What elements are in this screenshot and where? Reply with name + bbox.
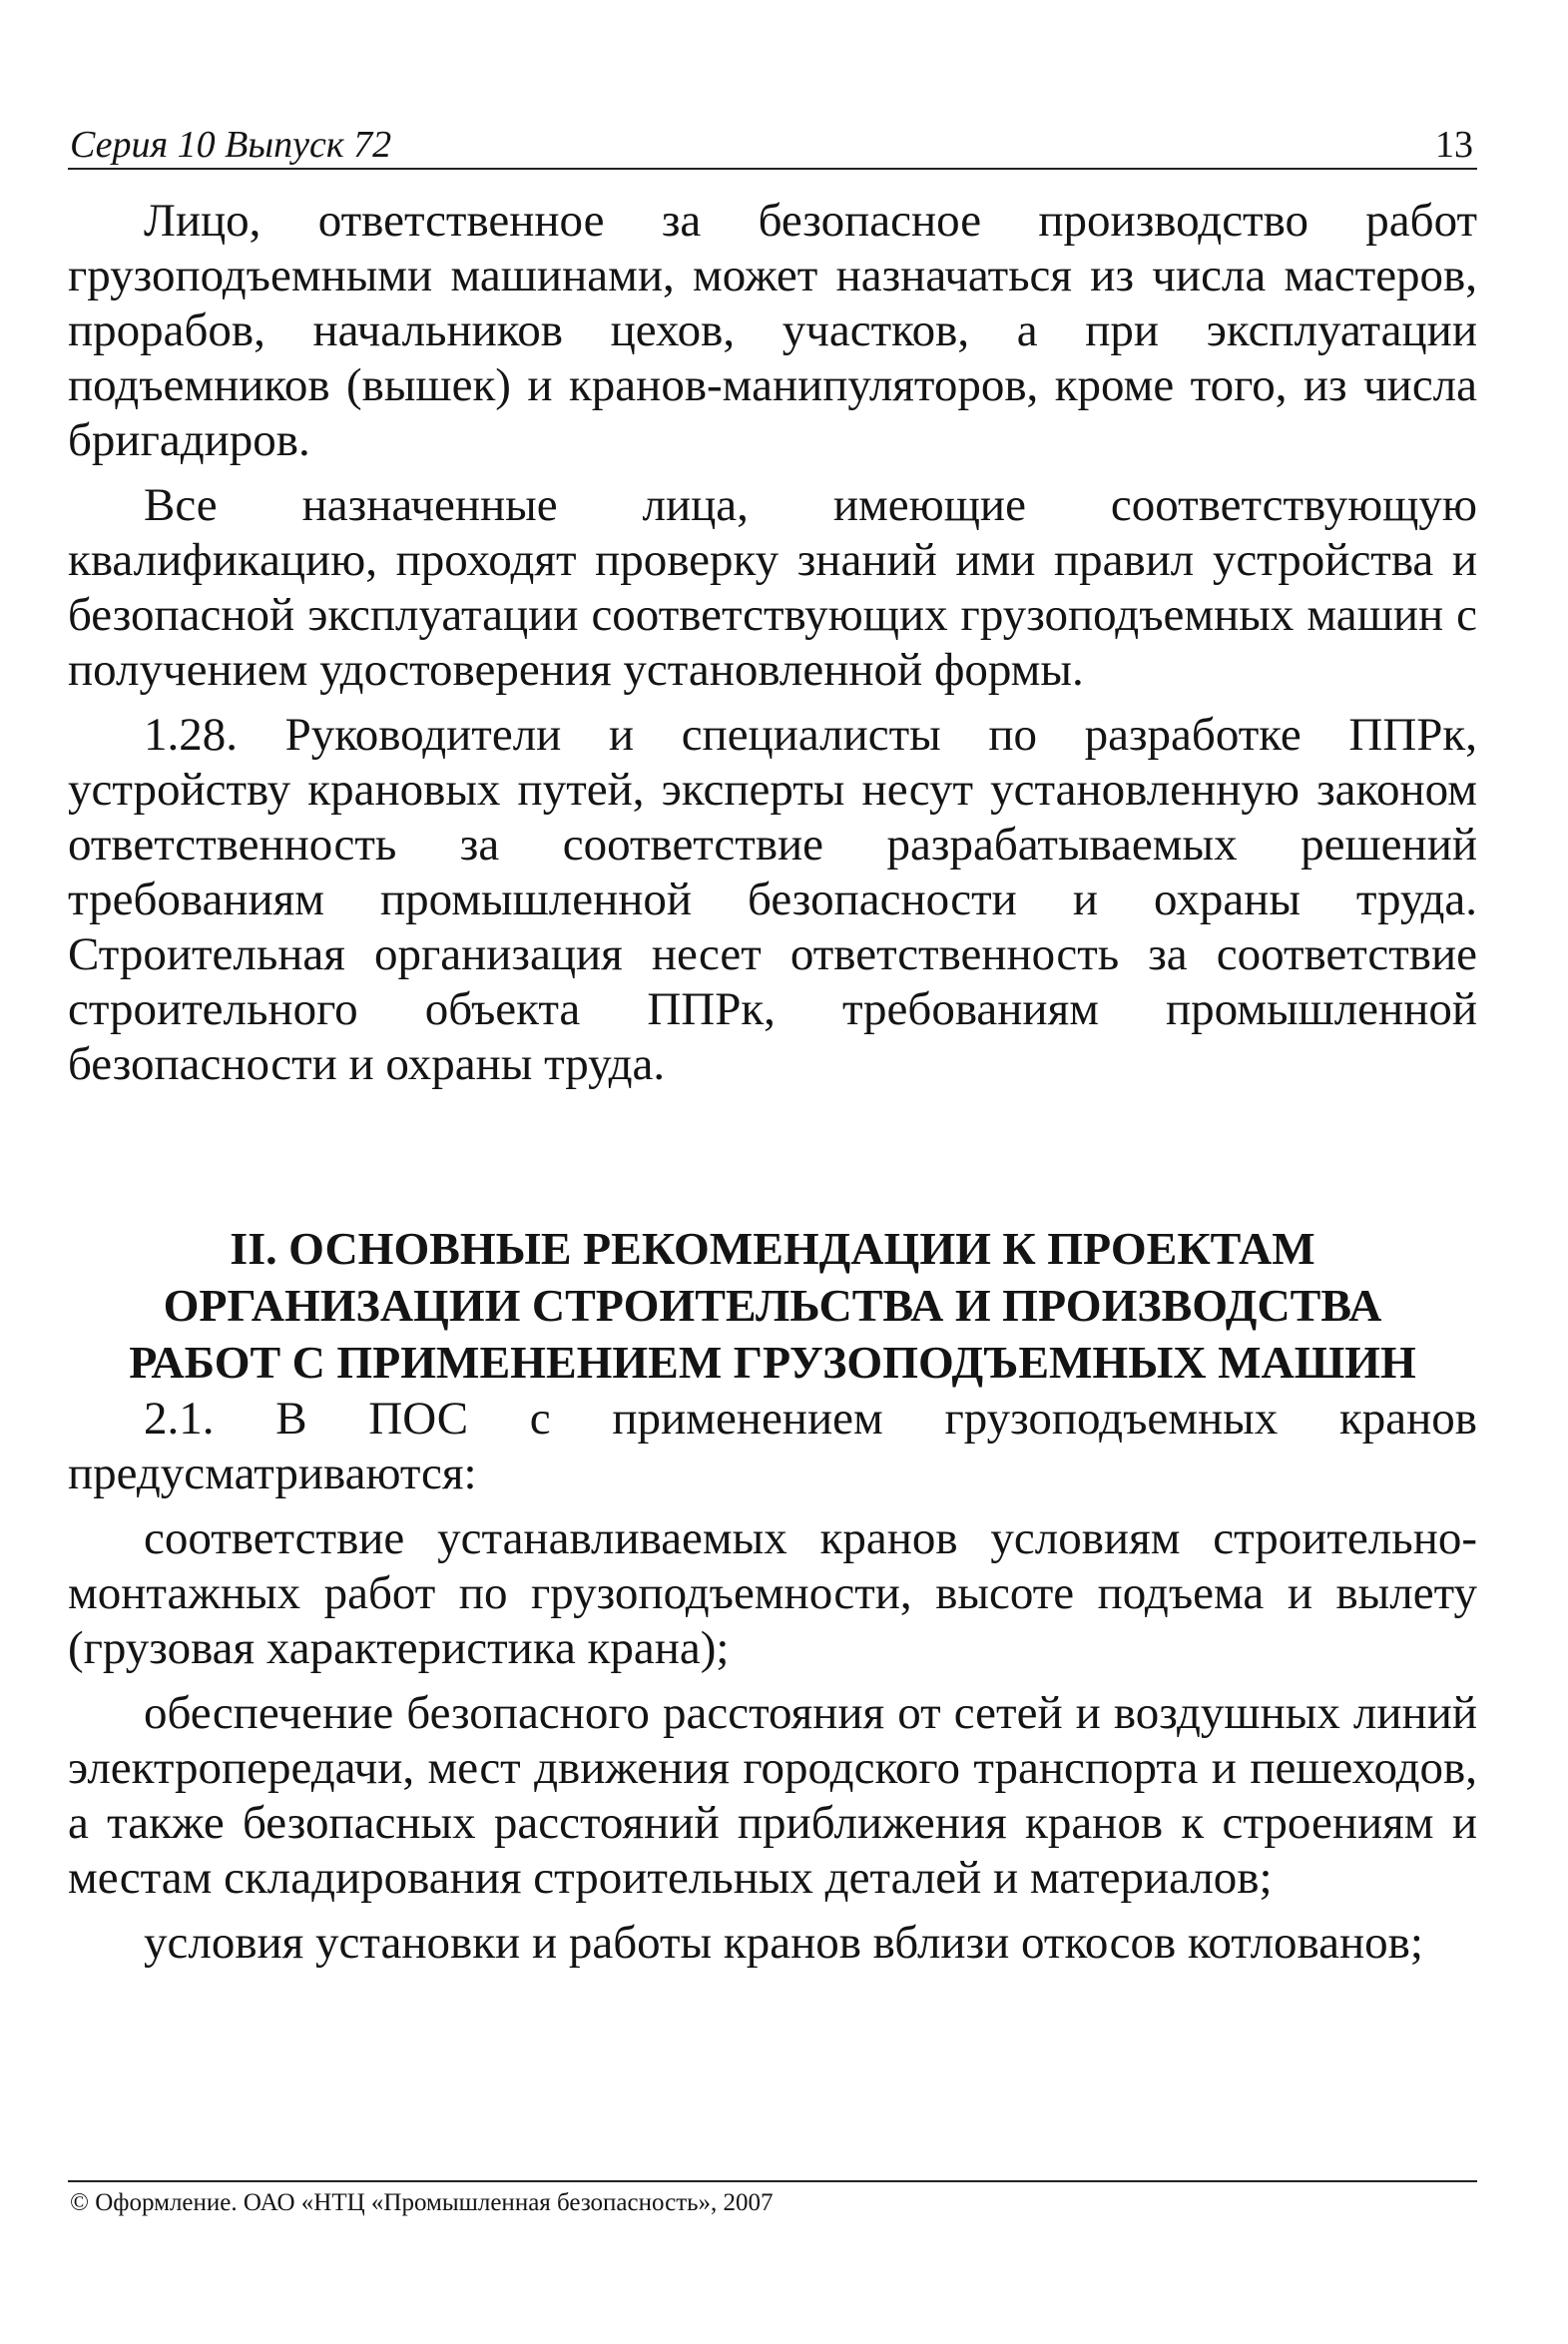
section-heading-line: ОРГАНИЗАЦИИ СТРОИТЕЛЬСТВА И ПРОИЗВОДСТВА — [163, 1280, 1382, 1331]
paragraph: обеспечение безопасного расстояния от сетей и воздушных линий электропередачи, мест движения городского транспорта и пешеходов, а также безопасных расстояний приближения кранов к строениям и местам складирования строительных деталей и материалов; — [68, 1687, 1477, 1904]
section-heading — [68, 1220, 1477, 1391]
series-label: Серия 10 Выпуск 72 — [70, 124, 392, 166]
paragraph: условия установки и работы кранов вблизи откосов котлованов; — [144, 1917, 1423, 1969]
paragraph: 1.28. Руководители и специалисты по разработке ППРк, устройству крановых путей, эксперты несут установленную законом ответственность за соответствие разрабатываемых решений требованиям промышленной безопасности и охраны труда. Строительная организация несет ответственность за соответствие строительного объекта ППРк, требованиям промышленной безопасности и охраны труда. — [68, 709, 1477, 1090]
page-footer — [68, 2180, 1477, 2218]
paragraph: 2.1. В ПОС с применением грузоподъемных кранов предусматриваются: — [68, 1393, 1477, 1499]
copyright-note: © Оформление. ОАО «НТЦ «Промышленная безопасность», 2007 — [70, 2189, 774, 2216]
page-number: 13 — [1435, 124, 1473, 166]
section-heading-line: II. ОСНОВНЫЕ РЕКОМЕНДАЦИИ К ПРОЕКТАМ — [230, 1223, 1315, 1274]
paragraph: Лицо, ответственное за безопасное производство работ грузоподъемными машинами, может назначаться из числа мастеров, прорабов, начальников цехов, участков, а при эксплуатации подъемников (вышек) и кранов-манипуляторов, кроме того, из числа бригадиров. — [68, 195, 1477, 466]
body-text-top — [68, 194, 1477, 1102]
running-header — [68, 108, 1477, 170]
paragraph: соответствие устанавливаемых кранов условиям строительно-монтажных работ по грузоподъемности, высоте подъема и вылету (грузовая характеристика крана); — [68, 1512, 1477, 1674]
section-heading-line: РАБОТ С ПРИМЕНЕНИЕМ ГРУЗОПОДЪЕМНЫХ МАШИН — [129, 1337, 1416, 1388]
body-text-bottom — [68, 1392, 1477, 1981]
paragraph: Все назначенные лица, имеющие соответствующую квалификацию, проходят проверку знаний ими правил устройства и безопасной эксплуатации соответствующих грузоподъемных машин с получением удостоверения установленной формы. — [68, 479, 1477, 696]
